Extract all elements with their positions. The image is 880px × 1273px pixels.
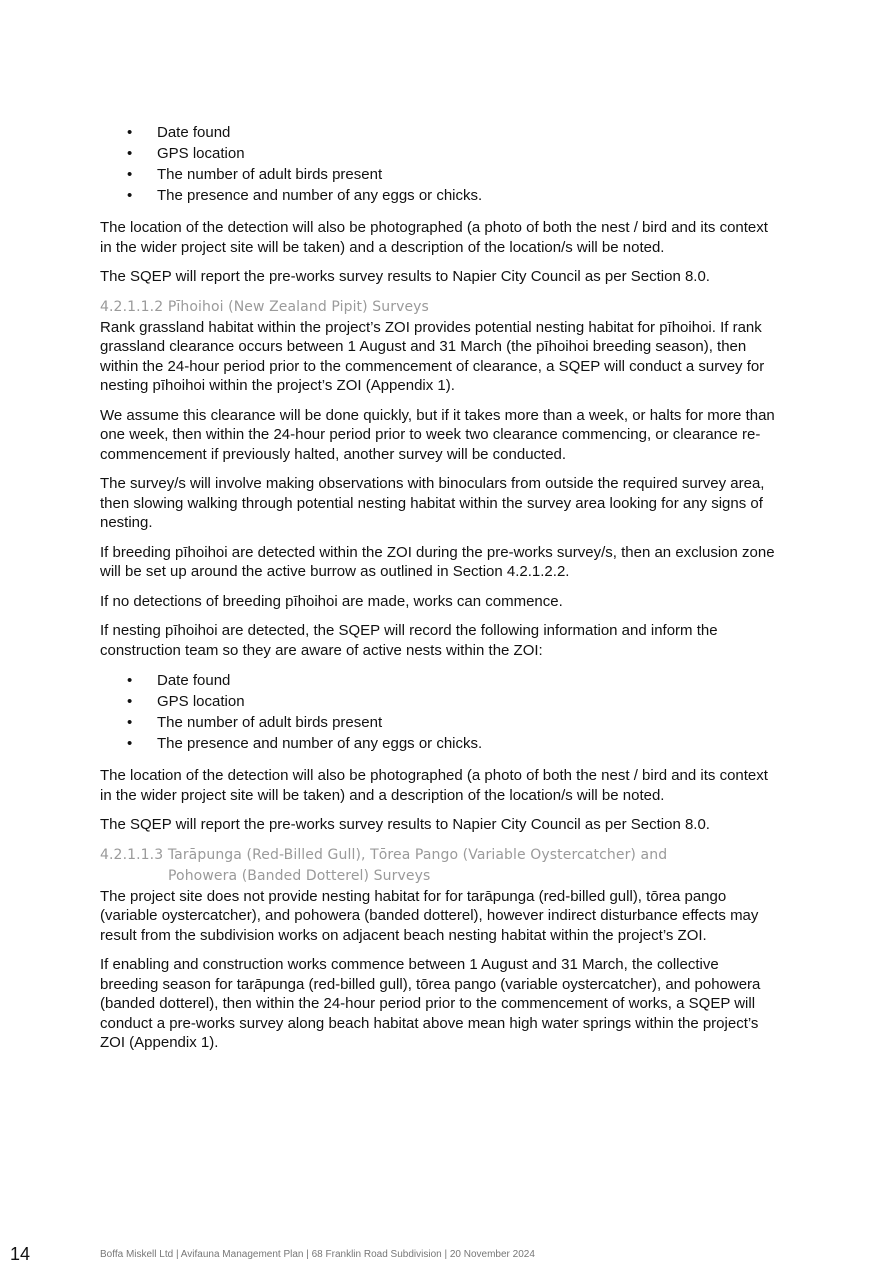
section-number: 4.2.1.1.3	[100, 846, 164, 863]
list-item: • GPS location	[100, 691, 780, 712]
section-title-line-1: Tarāpunga (Red-Billed Gull), Tōrea Pango (Variable Oystercatcher) and	[167, 846, 668, 863]
paragraph: If nesting pīhoihoi are detected, the SQEP will record the following information and inform the construction team so they are aware of active nests within the ZOI:	[100, 622, 718, 659]
paragraph: The survey/s will involve making observations with binoculars from outside the required survey area, then slowing walking through potential nesting habitat within the survey area looking for any signs of nesting.	[100, 475, 765, 531]
paragraph: If no detections of breeding pīhoihoi are made, works can commence.	[100, 592, 563, 610]
section-title: Pīhoihoi (New Zealand Pipit) Surveys	[167, 298, 429, 315]
page-number: 14	[10, 1244, 31, 1264]
list-item: • Date found	[100, 122, 780, 143]
paragraph: The location of the detection will also be photographed (a photo of both the nest / bird and its context in the wider project site will be taken) and a description of the location/s will be noted.	[100, 767, 768, 804]
footer-text: Boffa Miskell Ltd | Avifauna Management Plan | 68 Franklin Road Subdivision | 20 November 2024	[100, 1249, 535, 1260]
section-number: 4.2.1.1.2	[100, 298, 164, 315]
paragraph: The location of the detection will also be photographed (a photo of both the nest / bird and its context in the wider project site will be taken) and a description of the location/s will be noted.	[100, 219, 768, 256]
bullet-list	[100, 122, 780, 206]
page-footer	[0, 1243, 880, 1267]
list-item: • Date found	[100, 670, 780, 691]
section-title-line-2: Pohowera (Banded Dotterel) Surveys	[168, 867, 431, 884]
paragraph: If enabling and construction works commence between 1 August and 31 March, the collective breeding season for tarāpunga (red-billed gull), tōrea pango (variable oystercatcher), and pohowera (banded dotterel), then within the 24-hour period prior to the commencement of works, a SQEP will conduct a pre-works survey along beach habitat above mean high water springs within the project’s ZOI (Appendix 1).	[100, 956, 761, 1051]
section-heading	[100, 845, 780, 887]
bullet-list	[100, 670, 780, 754]
list-item: • The number of adult birds present	[100, 712, 780, 733]
paragraph: The project site does not provide nesting habitat for for tarāpunga (red-billed gull), tōrea pango (variable oystercatcher), and pohowera (banded dotterel), however indirect disturbance effects may result from the subdivision works on adjacent beach nesting habitat within the project’s ZOI.	[100, 887, 759, 944]
section-heading	[100, 297, 780, 318]
paragraph: The SQEP will report the pre-works survey results to Napier City Council as per Section 8.0.	[100, 268, 710, 285]
list-item: • GPS location	[100, 143, 780, 164]
paragraph: If breeding pīhoihoi are detected within the ZOI during the pre-works survey/s, then an exclusion zone will be set up around the active burrow as outlined in Section 4.2.1.2.2.	[100, 543, 775, 580]
document-page	[100, 122, 780, 1063]
paragraph: The SQEP will report the pre-works survey results to Napier City Council as per Section 8.0.	[100, 816, 710, 833]
list-item: • The presence and number of any eggs or chicks.	[100, 733, 780, 754]
paragraph: Rank grassland habitat within the project’s ZOI provides potential nesting habitat for pīhoihoi. If rank grassland clearance occurs between 1 August and 31 March (the pīhoihoi breeding season), then within the 24-hour period prior to the commencement of clearance, a SQEP will conduct a survey for nesting pīhoihoi within the project’s ZOI (Appendix 1).	[100, 318, 765, 394]
paragraph: We assume this clearance will be done quickly, but if it takes more than a week, or halts for more than one week, then within the 24-hour period prior to week two clearance commencing, or clearance re-commencement if previously halted, another survey will be conducted.	[100, 406, 775, 463]
list-item: • The number of adult birds present	[100, 164, 780, 185]
list-item: • The presence and number of any eggs or chicks.	[100, 185, 780, 206]
